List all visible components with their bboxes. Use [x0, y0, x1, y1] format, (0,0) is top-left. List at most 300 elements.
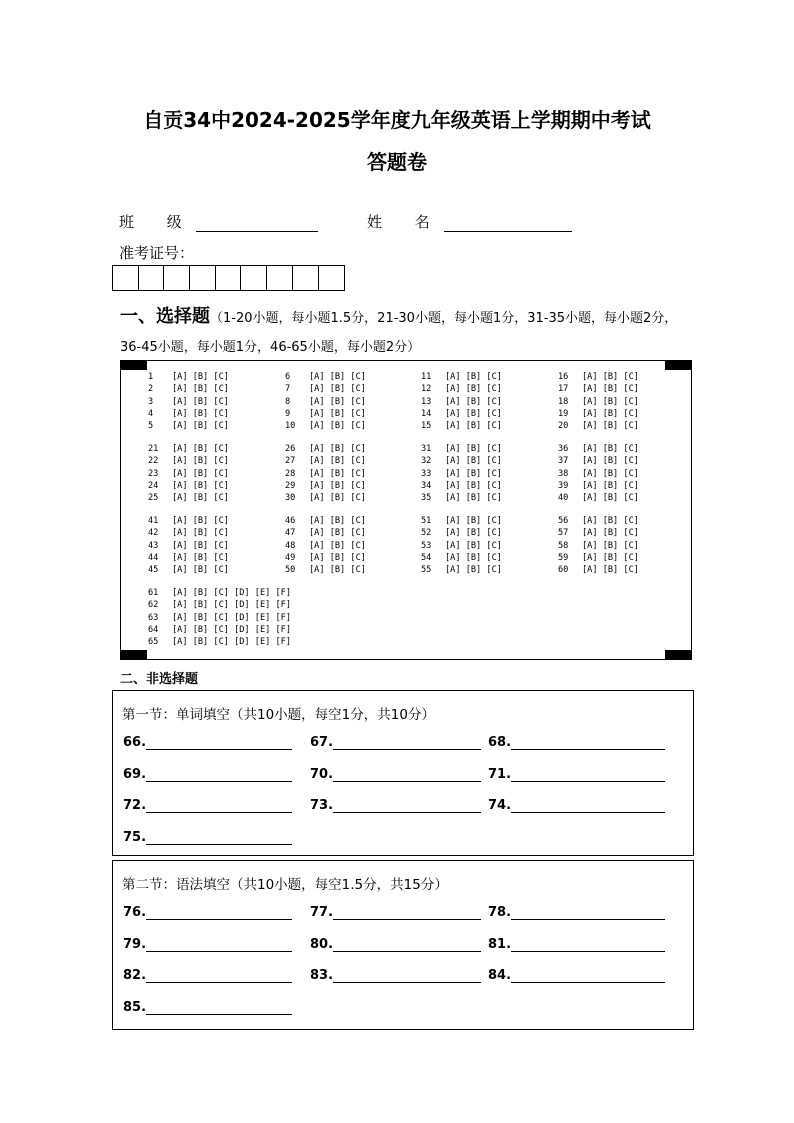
question-number: 1: [148, 372, 154, 382]
question-group: [285, 443, 366, 504]
question-number: 27: [285, 456, 296, 467]
question-group: [148, 443, 229, 504]
answer-number: 68.: [488, 735, 512, 750]
question-row[interactable]: [285, 443, 366, 455]
question-number: 40: [558, 493, 569, 504]
answer-item: [123, 968, 292, 983]
answer-options[interactable]: [A] [B] [C]: [582, 396, 639, 407]
answer-number: 84.: [488, 968, 512, 983]
exam-no-cell[interactable]: [267, 266, 293, 290]
answer-blank[interactable]: [146, 770, 292, 782]
exam-title: 自贡34中2024-2025学年度九年级英语上学期期中考试: [143, 108, 651, 132]
question-number: 38: [558, 468, 569, 479]
question-number: 51: [421, 516, 432, 526]
answer-options[interactable]: [A] [B] [C]: [309, 372, 366, 382]
question-number: 58: [558, 540, 569, 551]
question-row[interactable]: [558, 527, 639, 539]
answer-options[interactable]: [A] [B] [C]: [445, 493, 502, 504]
answer-item: [488, 735, 665, 750]
answer-blank[interactable]: [146, 801, 292, 813]
answer-item: [488, 968, 665, 983]
answer-blank[interactable]: [333, 908, 481, 920]
question-row[interactable]: [285, 540, 366, 552]
answer-options[interactable]: [A] [B] [C]: [582, 516, 639, 526]
question-row[interactable]: [285, 408, 366, 420]
answer-blank[interactable]: [333, 738, 481, 750]
name-field: [367, 211, 572, 232]
question-number: 54: [421, 552, 432, 563]
exam-no-cell[interactable]: [190, 266, 216, 290]
exam-no-cell[interactable]: [319, 266, 345, 290]
question-number: 8: [285, 396, 291, 407]
question-row[interactable]: [148, 480, 229, 492]
answer-options[interactable]: [A] [B] [C]: [445, 384, 502, 395]
answer-options[interactable]: [A] [B] [C]: [172, 372, 229, 382]
answer-options[interactable]: [A] [B] [C] [D] [E] [F]: [172, 600, 291, 611]
name-label: 姓 名: [367, 213, 444, 231]
question-row[interactable]: [285, 455, 366, 467]
question-number: 62: [148, 600, 159, 611]
question-row[interactable]: [285, 492, 366, 504]
answer-blank[interactable]: [146, 908, 292, 920]
question-number: 50: [285, 565, 296, 576]
exam-no-cell[interactable]: [139, 266, 165, 290]
answer-number: 66.: [123, 735, 147, 750]
question-number: 45: [148, 565, 159, 576]
answer-options[interactable]: [A] [B] [C] [D] [E] [F]: [172, 612, 291, 623]
question-number: 43: [148, 540, 159, 551]
answer-options[interactable]: [A] [B] [C]: [445, 528, 502, 539]
question-number: 6: [285, 372, 291, 382]
answer-blank[interactable]: [511, 738, 665, 750]
answer-options[interactable]: [A] [B] [C]: [309, 408, 366, 419]
question-group: [558, 443, 639, 504]
answer-blank[interactable]: [333, 940, 481, 952]
answer-options[interactable]: [A] [B] [C]: [172, 408, 229, 419]
question-number: 31: [421, 444, 432, 454]
answer-options[interactable]: [A] [B] [C]: [309, 516, 366, 526]
class-field: [119, 211, 318, 232]
answer-options[interactable]: [A] [B] [C]: [445, 480, 502, 491]
question-row[interactable]: [285, 468, 366, 480]
question-row[interactable]: [148, 612, 291, 624]
answer-blank[interactable]: [146, 1003, 292, 1015]
answer-options[interactable]: [A] [B] [C]: [172, 565, 229, 576]
question-number: 42: [148, 528, 159, 539]
answer-options[interactable]: [A] [B] [C]: [445, 552, 502, 563]
question-number: 17: [558, 384, 569, 395]
answer-number: 85.: [123, 1000, 147, 1015]
alignment-mark: [665, 650, 691, 659]
question-group: [148, 515, 229, 576]
answer-blank[interactable]: [511, 908, 665, 920]
answer-options[interactable]: [A] [B] [C]: [172, 444, 229, 454]
answer-options[interactable]: [A] [B] [C]: [172, 468, 229, 479]
answer-number: 72.: [123, 798, 147, 813]
answer-item: [123, 937, 292, 952]
question-row[interactable]: [285, 515, 366, 527]
question-group: [421, 371, 502, 432]
answer-item: [488, 798, 665, 813]
answer-blank[interactable]: [511, 801, 665, 813]
answer-number: 82.: [123, 968, 147, 983]
answer-options[interactable]: [A] [B] [C] [D] [E] [F]: [172, 588, 291, 598]
exam-no-cell[interactable]: [113, 266, 139, 290]
answer-number: 74.: [488, 798, 512, 813]
question-row[interactable]: [285, 564, 366, 576]
answer-options[interactable]: [A] [B] [C]: [309, 384, 366, 395]
question-number: 29: [285, 480, 296, 491]
question-number: 39: [558, 480, 569, 491]
question-group: [285, 371, 366, 432]
answer-options[interactable]: [A] [B] [C]: [582, 540, 639, 551]
answer-options[interactable]: [A] [B] [C]: [309, 540, 366, 551]
question-number: 4: [148, 408, 154, 419]
answer-options[interactable]: [A] [B] [C] [D] [E] [F]: [172, 624, 291, 635]
question-group: [148, 587, 291, 648]
answer-options[interactable]: [A] [B] [C]: [445, 565, 502, 576]
question-row[interactable]: [148, 599, 291, 611]
exam-no-cell[interactable]: [293, 266, 319, 290]
section2-heading: 二、非选择题: [120, 672, 199, 687]
answer-item: [123, 1000, 292, 1015]
question-row[interactable]: [558, 383, 639, 395]
answer-options[interactable]: [A] [B] [C]: [172, 540, 229, 551]
question-number: 19: [558, 408, 569, 419]
question-number: 16: [558, 372, 569, 382]
answer-options[interactable]: [A] [B] [C]: [582, 528, 639, 539]
question-row[interactable]: [421, 383, 502, 395]
answer-item: [310, 905, 481, 920]
question-row[interactable]: [285, 527, 366, 539]
question-row[interactable]: [285, 552, 366, 564]
question-row[interactable]: [148, 515, 229, 527]
question-number: 37: [558, 456, 569, 467]
answer-options[interactable]: [A] [B] [C]: [309, 480, 366, 491]
answer-options[interactable]: [A] [B] [C]: [309, 552, 366, 563]
question-number: 15: [421, 421, 432, 432]
answer-blank[interactable]: [146, 940, 292, 952]
question-row[interactable]: [421, 408, 502, 420]
question-group: [148, 371, 229, 432]
answer-options[interactable]: [A] [B] [C]: [309, 468, 366, 479]
question-row[interactable]: [421, 396, 502, 408]
question-row[interactable]: [148, 587, 291, 599]
multiple-choice-grid: [120, 360, 692, 660]
answer-item: [310, 968, 481, 983]
answer-options[interactable]: [A] [B] [C]: [582, 565, 639, 576]
question-row[interactable]: [148, 564, 229, 576]
answer-options[interactable]: [A] [B] [C]: [172, 480, 229, 491]
question-row[interactable]: [558, 480, 639, 492]
answer-options[interactable]: [A] [B] [C]: [309, 456, 366, 467]
question-number: 28: [285, 468, 296, 479]
question-number: 30: [285, 493, 296, 504]
question-number: 49: [285, 552, 296, 563]
question-row[interactable]: [421, 468, 502, 480]
question-number: 22: [148, 456, 159, 467]
answer-number: 76.: [123, 905, 147, 920]
answer-options[interactable]: [A] [B] [C]: [445, 444, 502, 454]
answer-options[interactable]: [A] [B] [C]: [582, 468, 639, 479]
answer-options[interactable]: [A] [B] [C]: [172, 528, 229, 539]
answer-item: [123, 735, 292, 750]
question-number: 57: [558, 528, 569, 539]
question-row[interactable]: [558, 515, 639, 527]
question-row[interactable]: [148, 492, 229, 504]
question-row[interactable]: [421, 492, 502, 504]
question-number: 5: [148, 421, 154, 432]
answer-options[interactable]: [A] [B] [C]: [172, 516, 229, 526]
answer-options[interactable]: [A] [B] [C]: [582, 552, 639, 563]
question-number: 3: [148, 396, 154, 407]
question-number: 48: [285, 540, 296, 551]
answer-options[interactable]: [A] [B] [C]: [309, 421, 366, 432]
question-row[interactable]: [421, 371, 502, 383]
question-number: 46: [285, 516, 296, 526]
question-number: 7: [285, 384, 291, 395]
exam-no-boxes[interactable]: [112, 265, 345, 291]
question-group: [558, 371, 639, 432]
answer-options[interactable]: [A] [B] [C]: [582, 408, 639, 419]
question-row[interactable]: [148, 408, 229, 420]
question-number: 47: [285, 528, 296, 539]
question-number: 32: [421, 456, 432, 467]
answer-blank[interactable]: [333, 770, 481, 782]
answer-options[interactable]: [A] [B] [C]: [582, 421, 639, 432]
question-number: 44: [148, 552, 159, 563]
answer-item: [488, 937, 665, 952]
answer-options[interactable]: [A] [B] [C]: [172, 552, 229, 563]
answer-number: 78.: [488, 905, 512, 920]
question-row[interactable]: [558, 492, 639, 504]
class-label: 班 级: [119, 213, 196, 231]
question-row[interactable]: [558, 552, 639, 564]
alignment-mark: [665, 361, 691, 370]
question-row[interactable]: [421, 515, 502, 527]
question-number: 14: [421, 408, 432, 419]
answer-options[interactable]: [A] [B] [C] [D] [E] [F]: [172, 637, 291, 648]
answer-options[interactable]: [A] [B] [C]: [445, 456, 502, 467]
question-row[interactable]: [558, 396, 639, 408]
answer-item: [310, 937, 481, 952]
question-number: 56: [558, 516, 569, 526]
question-row[interactable]: [148, 396, 229, 408]
question-row[interactable]: [558, 540, 639, 552]
answer-options[interactable]: [A] [B] [C]: [172, 456, 229, 467]
answer-item: [488, 905, 665, 920]
part1-box: [112, 690, 694, 856]
answer-options[interactable]: [A] [B] [C]: [582, 444, 639, 454]
question-number: 52: [421, 528, 432, 539]
answer-blank[interactable]: [146, 971, 292, 983]
answer-options[interactable]: [A] [B] [C]: [445, 396, 502, 407]
answer-blank[interactable]: [511, 940, 665, 952]
answer-item: [123, 798, 292, 813]
question-row[interactable]: [558, 420, 639, 432]
question-number: 24: [148, 480, 159, 491]
question-number: 63: [148, 612, 159, 623]
answer-options[interactable]: [A] [B] [C]: [582, 372, 639, 382]
exam-no-label: 准考证号：: [119, 244, 195, 262]
answer-options[interactable]: [A] [B] [C]: [309, 396, 366, 407]
answer-number: 81.: [488, 937, 512, 952]
question-row[interactable]: [285, 420, 366, 432]
answer-options[interactable]: [A] [B] [C]: [582, 456, 639, 467]
answer-options[interactable]: [A] [B] [C]: [445, 468, 502, 479]
answer-options[interactable]: [A] [B] [C]: [172, 384, 229, 395]
section1-heading: [120, 302, 680, 362]
answer-number: 69.: [123, 767, 147, 782]
question-number: 41: [148, 516, 159, 526]
question-group: [558, 515, 639, 576]
answer-item: [488, 767, 665, 782]
answer-number: 70.: [310, 767, 334, 782]
question-number: 64: [148, 624, 159, 635]
question-number: 61: [148, 588, 159, 598]
question-row[interactable]: [148, 443, 229, 455]
answer-options[interactable]: [A] [B] [C]: [309, 444, 366, 454]
answer-options[interactable]: [A] [B] [C]: [445, 408, 502, 419]
answer-number: 77.: [310, 905, 334, 920]
question-row[interactable]: [421, 540, 502, 552]
section1-note: （1-20小题，每小题1.5分，21-30小题，每小题1分，31-35小题，每小题2分，36-45小题，每小题1分，46-65小题，每小题2分）: [120, 311, 678, 355]
question-group: [421, 443, 502, 504]
question-number: 18: [558, 396, 569, 407]
question-number: 26: [285, 444, 296, 454]
question-number: 12: [421, 384, 432, 395]
class-blank[interactable]: [196, 218, 318, 232]
answer-number: 80.: [310, 937, 334, 952]
answer-options[interactable]: [A] [B] [C]: [309, 565, 366, 576]
question-group: [421, 515, 502, 576]
question-row[interactable]: [148, 420, 229, 432]
question-row[interactable]: [421, 564, 502, 576]
question-row[interactable]: [421, 480, 502, 492]
question-row[interactable]: [558, 443, 639, 455]
question-row[interactable]: [421, 443, 502, 455]
answer-item: [310, 735, 481, 750]
answer-number: 73.: [310, 798, 334, 813]
part2-title: 第二节：语法填空（共10小题，每空1.5分，共15分）: [122, 877, 448, 893]
question-row[interactable]: [421, 455, 502, 467]
answer-number: 79.: [123, 937, 147, 952]
answer-blank[interactable]: [511, 770, 665, 782]
question-number: 9: [285, 408, 291, 419]
answer-options[interactable]: [A] [B] [C]: [172, 421, 229, 432]
question-number: 10: [285, 421, 296, 432]
question-row[interactable]: [421, 527, 502, 539]
alignment-mark: [121, 650, 147, 659]
question-row[interactable]: [558, 371, 639, 383]
answer-item: [123, 905, 292, 920]
question-number: 13: [421, 396, 432, 407]
question-number: 65: [148, 637, 159, 648]
question-row[interactable]: [558, 468, 639, 480]
question-number: 23: [148, 468, 159, 479]
question-number: 59: [558, 552, 569, 563]
question-row[interactable]: [421, 552, 502, 564]
answer-blank[interactable]: [333, 801, 481, 813]
name-blank[interactable]: [444, 218, 572, 232]
exam-subtitle: 答题卷: [367, 150, 427, 174]
question-row[interactable]: [285, 383, 366, 395]
answer-number: 75.: [123, 830, 147, 845]
question-group: [285, 515, 366, 576]
answer-options[interactable]: [A] [B] [C]: [582, 493, 639, 504]
answer-options[interactable]: [A] [B] [C]: [445, 372, 502, 382]
answer-options[interactable]: [A] [B] [C]: [172, 493, 229, 504]
question-row[interactable]: [148, 468, 229, 480]
question-number: 36: [558, 444, 569, 454]
question-row[interactable]: [421, 420, 502, 432]
answer-options[interactable]: [A] [B] [C]: [445, 421, 502, 432]
answer-item: [310, 798, 481, 813]
question-row[interactable]: [148, 540, 229, 552]
question-number: 21: [148, 444, 159, 454]
answer-item: [123, 830, 292, 845]
question-row[interactable]: [148, 527, 229, 539]
answer-options[interactable]: [A] [B] [C]: [309, 493, 366, 504]
part2-box: [112, 860, 694, 1030]
question-row[interactable]: [148, 552, 229, 564]
answer-options[interactable]: [A] [B] [C]: [445, 516, 502, 526]
answer-options[interactable]: [A] [B] [C]: [582, 480, 639, 491]
question-row[interactable]: [148, 624, 291, 636]
question-row[interactable]: [148, 371, 229, 383]
answer-number: 67.: [310, 735, 334, 750]
question-number: 25: [148, 493, 159, 504]
question-row[interactable]: [148, 455, 229, 467]
part1-title: 第一节：单词填空（共10小题，每空1分，共10分）: [122, 707, 435, 723]
question-number: 34: [421, 480, 432, 491]
exam-no-cell[interactable]: [216, 266, 242, 290]
exam-no-cell[interactable]: [164, 266, 190, 290]
question-number: 35: [421, 493, 432, 504]
question-number: 60: [558, 565, 569, 576]
answer-options[interactable]: [A] [B] [C]: [445, 540, 502, 551]
answer-blank[interactable]: [511, 971, 665, 983]
question-row[interactable]: [558, 408, 639, 420]
question-number: 11: [421, 372, 432, 382]
answer-options[interactable]: [A] [B] [C]: [309, 528, 366, 539]
question-row[interactable]: [558, 564, 639, 576]
question-number: 33: [421, 468, 432, 479]
answer-number: 71.: [488, 767, 512, 782]
answer-blank[interactable]: [333, 971, 481, 983]
question-number: 53: [421, 540, 432, 551]
question-row[interactable]: [285, 396, 366, 408]
question-row[interactable]: [558, 455, 639, 467]
answer-item: [123, 767, 292, 782]
answer-item: [310, 767, 481, 782]
answer-blank[interactable]: [146, 833, 292, 845]
question-row[interactable]: [285, 480, 366, 492]
section1-title: 一、选择题: [120, 306, 210, 327]
exam-no-cell[interactable]: [241, 266, 267, 290]
question-number: 20: [558, 421, 569, 432]
question-number: 2: [148, 384, 154, 395]
question-row[interactable]: [148, 636, 291, 648]
answer-options[interactable]: [A] [B] [C]: [582, 384, 639, 395]
alignment-mark: [121, 361, 147, 370]
answer-options[interactable]: [A] [B] [C]: [172, 396, 229, 407]
answer-blank[interactable]: [146, 738, 292, 750]
question-row[interactable]: [148, 383, 229, 395]
question-number: 55: [421, 565, 432, 576]
answer-number: 83.: [310, 968, 334, 983]
question-row[interactable]: [285, 371, 366, 383]
